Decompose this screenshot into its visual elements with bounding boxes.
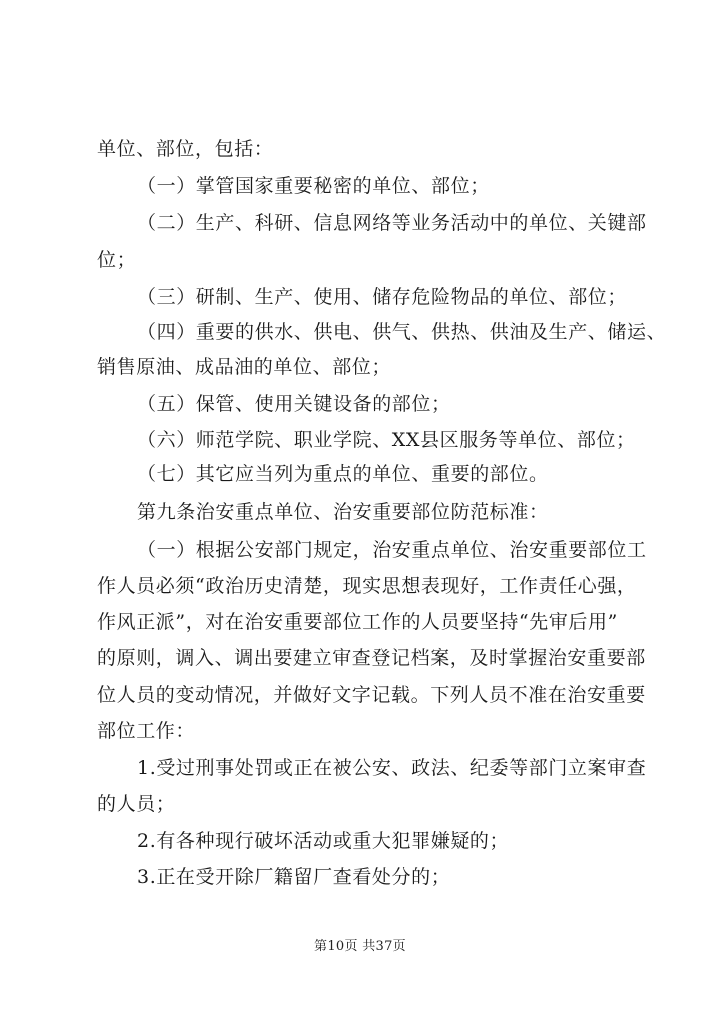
page-number: 第10页 共37页 bbox=[314, 939, 406, 954]
text-line: 的原则，调入、调出要建立审查登记档案，及时掌握治安重要部 bbox=[97, 647, 646, 669]
text-line: （二）生产、科研、信息网络等业务活动中的单位、关键部 bbox=[137, 212, 647, 234]
text-line: （五）保管、使用关键设备的部位； bbox=[137, 393, 451, 415]
text-line: 2.有各种现行破坏活动或重大犯罪嫌疑的； bbox=[137, 830, 510, 852]
text-line: 销售原油、成品油的单位、部位； bbox=[97, 356, 392, 378]
text-line: 作风正派”，对在治安重要部位工作的人员要坚持“先审后用” bbox=[97, 611, 618, 633]
text-line: 位； bbox=[97, 249, 137, 271]
text-line: 3.正在受开除厂籍留厂查看处分的； bbox=[137, 866, 451, 888]
text-line: （一）掌管国家重要秘密的单位、部位； bbox=[137, 175, 490, 197]
text-line: 单位、部位，包括： bbox=[97, 138, 274, 160]
text-line: （七）其它应当列为重点的单位、重要的部位。 bbox=[137, 463, 549, 485]
text-line: 第九条治安重点单位、治安重要部位防范标准： bbox=[137, 501, 549, 523]
text-line: （六）师范学院、职业学院、XX县区服务等单位、部位； bbox=[137, 429, 636, 451]
text-line: 的人员； bbox=[97, 793, 176, 815]
text-line: 部位工作： bbox=[97, 720, 196, 742]
text-line: （三）研制、生产、使用、储存危险物品的单位、部位； bbox=[137, 286, 628, 308]
text-line: 1.受过刑事处罚或正在被公安、政法、纪委等部门立案审查 bbox=[137, 757, 647, 779]
text-line: 作人员必须“政治历史清楚，现实思想表现好，工作责任心强， bbox=[97, 575, 637, 597]
text-line: （四）重要的供水、供电、供气、供热、供油及生产、储运、 bbox=[137, 321, 667, 343]
text-line: （一）根据公安部门规定，治安重点单位、治安重要部位工 bbox=[137, 539, 647, 561]
text-line: 位人员的变动情况，并做好文字记载。下列人员不准在治安重要 bbox=[97, 684, 646, 706]
